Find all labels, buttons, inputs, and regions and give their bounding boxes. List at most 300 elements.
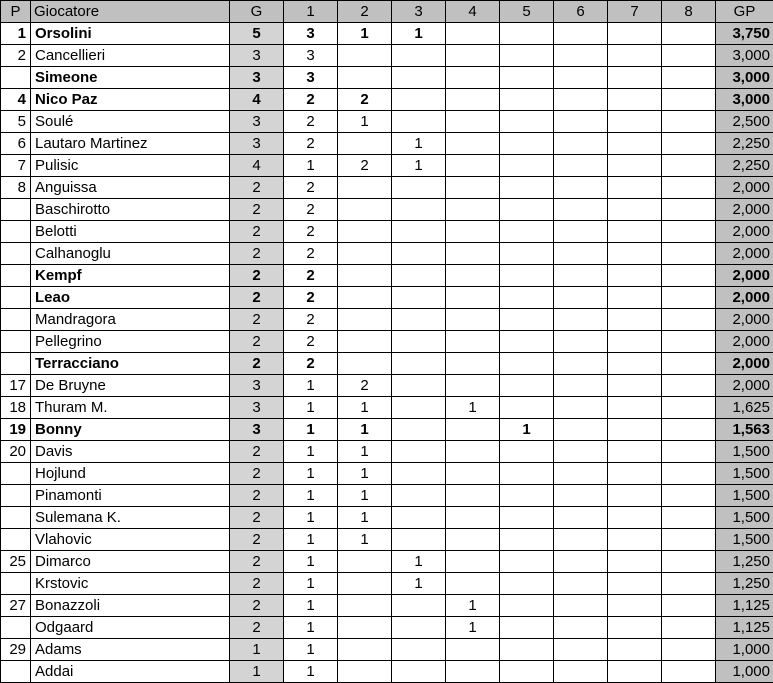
header-col-8: 8 bbox=[662, 1, 716, 23]
col-4-cell: 1 bbox=[446, 617, 500, 639]
games-cell: 1 bbox=[230, 639, 284, 661]
table-row bbox=[1, 397, 773, 419]
col-8-cell bbox=[662, 507, 716, 529]
gp-cell: 2,000 bbox=[716, 243, 773, 265]
col-8-cell bbox=[662, 111, 716, 133]
col-1-cell: 1 bbox=[284, 551, 338, 573]
col-1-cell: 1 bbox=[284, 485, 338, 507]
col-5-cell bbox=[500, 507, 554, 529]
col-2-cell bbox=[338, 573, 392, 595]
position-cell: 8 bbox=[1, 177, 31, 199]
col-2-cell: 1 bbox=[338, 529, 392, 551]
col-6-cell bbox=[554, 573, 608, 595]
col-8-cell bbox=[662, 463, 716, 485]
games-cell: 3 bbox=[230, 67, 284, 89]
games-cell: 2 bbox=[230, 595, 284, 617]
col-4-cell bbox=[446, 485, 500, 507]
gp-cell: 2,000 bbox=[716, 309, 773, 331]
gp-cell: 1,500 bbox=[716, 507, 773, 529]
col-3-cell bbox=[392, 463, 446, 485]
col-2-cell bbox=[338, 551, 392, 573]
games-cell: 3 bbox=[230, 419, 284, 441]
player-name: Bonny bbox=[31, 419, 230, 441]
player-name: Pinamonti bbox=[31, 485, 230, 507]
col-5-cell bbox=[500, 199, 554, 221]
col-8-cell bbox=[662, 309, 716, 331]
col-3-cell bbox=[392, 507, 446, 529]
header-col-7: 7 bbox=[608, 1, 662, 23]
col-6-cell bbox=[554, 309, 608, 331]
col-8-cell bbox=[662, 155, 716, 177]
col-8-cell bbox=[662, 177, 716, 199]
table-row bbox=[1, 199, 773, 221]
games-cell: 3 bbox=[230, 111, 284, 133]
col-3-cell bbox=[392, 639, 446, 661]
gp-cell: 2,000 bbox=[716, 331, 773, 353]
col-8-cell bbox=[662, 265, 716, 287]
col-4-cell bbox=[446, 243, 500, 265]
position-cell bbox=[1, 67, 31, 89]
col-1-cell: 2 bbox=[284, 287, 338, 309]
gp-cell: 1,563 bbox=[716, 419, 773, 441]
col-1-cell: 2 bbox=[284, 309, 338, 331]
col-8-cell bbox=[662, 375, 716, 397]
col-1-cell: 1 bbox=[284, 419, 338, 441]
col-4-cell bbox=[446, 507, 500, 529]
col-7-cell bbox=[608, 331, 662, 353]
col-2-cell bbox=[338, 265, 392, 287]
col-3-cell bbox=[392, 485, 446, 507]
col-1-cell: 2 bbox=[284, 89, 338, 111]
col-4-cell bbox=[446, 133, 500, 155]
table-row bbox=[1, 309, 773, 331]
gp-cell: 1,500 bbox=[716, 463, 773, 485]
col-5-cell bbox=[500, 23, 554, 45]
col-7-cell bbox=[608, 199, 662, 221]
col-5-cell bbox=[500, 529, 554, 551]
col-8-cell bbox=[662, 287, 716, 309]
col-8-cell bbox=[662, 485, 716, 507]
col-1-cell: 2 bbox=[284, 331, 338, 353]
games-cell: 2 bbox=[230, 309, 284, 331]
player-name: Sulemana K. bbox=[31, 507, 230, 529]
games-cell: 2 bbox=[230, 529, 284, 551]
position-cell bbox=[1, 221, 31, 243]
position-cell bbox=[1, 573, 31, 595]
header-col-2: 2 bbox=[338, 1, 392, 23]
col-8-cell bbox=[662, 67, 716, 89]
position-cell bbox=[1, 309, 31, 331]
col-8-cell bbox=[662, 89, 716, 111]
col-7-cell bbox=[608, 221, 662, 243]
position-cell bbox=[1, 485, 31, 507]
col-6-cell bbox=[554, 595, 608, 617]
position-cell bbox=[1, 265, 31, 287]
col-4-cell bbox=[446, 551, 500, 573]
col-6-cell bbox=[554, 331, 608, 353]
player-name: Soulé bbox=[31, 111, 230, 133]
table-row bbox=[1, 441, 773, 463]
col-2-cell bbox=[338, 199, 392, 221]
col-6-cell bbox=[554, 265, 608, 287]
col-6-cell bbox=[554, 111, 608, 133]
player-name: Adams bbox=[31, 639, 230, 661]
position-cell: 19 bbox=[1, 419, 31, 441]
col-2-cell bbox=[338, 243, 392, 265]
col-5-cell bbox=[500, 133, 554, 155]
gp-cell: 2,250 bbox=[716, 133, 773, 155]
col-5-cell bbox=[500, 243, 554, 265]
col-5-cell bbox=[500, 441, 554, 463]
position-cell bbox=[1, 331, 31, 353]
games-cell: 2 bbox=[230, 441, 284, 463]
table-row bbox=[1, 243, 773, 265]
col-8-cell bbox=[662, 23, 716, 45]
col-8-cell bbox=[662, 617, 716, 639]
position-cell: 7 bbox=[1, 155, 31, 177]
position-cell bbox=[1, 199, 31, 221]
position-cell bbox=[1, 617, 31, 639]
col-8-cell bbox=[662, 221, 716, 243]
col-6-cell bbox=[554, 199, 608, 221]
gp-cell: 3,000 bbox=[716, 45, 773, 67]
col-2-cell bbox=[338, 133, 392, 155]
table-row bbox=[1, 331, 773, 353]
col-7-cell bbox=[608, 67, 662, 89]
gp-cell: 2,500 bbox=[716, 111, 773, 133]
table-row bbox=[1, 551, 773, 573]
player-name: Cancellieri bbox=[31, 45, 230, 67]
position-cell: 6 bbox=[1, 133, 31, 155]
col-4-cell bbox=[446, 221, 500, 243]
col-6-cell bbox=[554, 463, 608, 485]
col-5-cell bbox=[500, 45, 554, 67]
col-2-cell bbox=[338, 353, 392, 375]
col-4-cell bbox=[446, 639, 500, 661]
table-row bbox=[1, 265, 773, 287]
table-row bbox=[1, 287, 773, 309]
col-1-cell: 2 bbox=[284, 177, 338, 199]
col-8-cell bbox=[662, 551, 716, 573]
position-cell: 29 bbox=[1, 639, 31, 661]
col-8-cell bbox=[662, 45, 716, 67]
position-cell: 17 bbox=[1, 375, 31, 397]
table-row bbox=[1, 485, 773, 507]
col-3-cell bbox=[392, 529, 446, 551]
col-3-cell: 1 bbox=[392, 551, 446, 573]
header-games: G bbox=[230, 1, 284, 23]
table-row bbox=[1, 661, 773, 683]
col-1-cell: 1 bbox=[284, 375, 338, 397]
player-name: Krstovic bbox=[31, 573, 230, 595]
player-name: Davis bbox=[31, 441, 230, 463]
position-cell: 20 bbox=[1, 441, 31, 463]
col-7-cell bbox=[608, 485, 662, 507]
col-1-cell: 1 bbox=[284, 441, 338, 463]
gp-cell: 2,000 bbox=[716, 353, 773, 375]
table-row bbox=[1, 463, 773, 485]
games-cell: 2 bbox=[230, 199, 284, 221]
col-2-cell: 1 bbox=[338, 441, 392, 463]
col-2-cell bbox=[338, 309, 392, 331]
table-row bbox=[1, 155, 773, 177]
games-cell: 2 bbox=[230, 243, 284, 265]
position-cell: 5 bbox=[1, 111, 31, 133]
col-5-cell bbox=[500, 617, 554, 639]
gp-cell: 1,125 bbox=[716, 617, 773, 639]
col-7-cell bbox=[608, 551, 662, 573]
col-3-cell bbox=[392, 67, 446, 89]
player-name: Pulisic bbox=[31, 155, 230, 177]
col-8-cell bbox=[662, 419, 716, 441]
col-4-cell bbox=[446, 45, 500, 67]
header-col-3: 3 bbox=[392, 1, 446, 23]
player-name: Hojlund bbox=[31, 463, 230, 485]
player-name: Dimarco bbox=[31, 551, 230, 573]
gp-cell: 1,500 bbox=[716, 529, 773, 551]
position-cell: 4 bbox=[1, 89, 31, 111]
col-6-cell bbox=[554, 639, 608, 661]
table-row bbox=[1, 89, 773, 111]
player-name: Vlahovic bbox=[31, 529, 230, 551]
col-8-cell bbox=[662, 331, 716, 353]
gp-cell: 2,000 bbox=[716, 221, 773, 243]
col-6-cell bbox=[554, 397, 608, 419]
col-4-cell bbox=[446, 375, 500, 397]
col-6-cell bbox=[554, 133, 608, 155]
player-name: Leao bbox=[31, 287, 230, 309]
player-name: Bonazzoli bbox=[31, 595, 230, 617]
col-6-cell bbox=[554, 89, 608, 111]
col-4-cell bbox=[446, 265, 500, 287]
header-position: P bbox=[1, 1, 31, 23]
col-8-cell bbox=[662, 353, 716, 375]
col-8-cell bbox=[662, 199, 716, 221]
col-4-cell bbox=[446, 419, 500, 441]
col-4-cell bbox=[446, 661, 500, 683]
col-7-cell bbox=[608, 507, 662, 529]
col-4-cell: 1 bbox=[446, 397, 500, 419]
col-8-cell bbox=[662, 595, 716, 617]
col-2-cell bbox=[338, 331, 392, 353]
col-7-cell bbox=[608, 397, 662, 419]
position-cell bbox=[1, 463, 31, 485]
col-7-cell bbox=[608, 529, 662, 551]
col-1-cell: 1 bbox=[284, 397, 338, 419]
col-1-cell: 1 bbox=[284, 155, 338, 177]
col-2-cell: 1 bbox=[338, 507, 392, 529]
col-4-cell bbox=[446, 529, 500, 551]
col-8-cell bbox=[662, 529, 716, 551]
col-4-cell bbox=[446, 177, 500, 199]
col-3-cell bbox=[392, 419, 446, 441]
games-cell: 4 bbox=[230, 155, 284, 177]
col-6-cell bbox=[554, 23, 608, 45]
gp-cell: 3,750 bbox=[716, 23, 773, 45]
col-2-cell: 2 bbox=[338, 375, 392, 397]
col-2-cell: 1 bbox=[338, 397, 392, 419]
games-cell: 2 bbox=[230, 485, 284, 507]
col-4-cell bbox=[446, 353, 500, 375]
col-1-cell: 1 bbox=[284, 661, 338, 683]
col-3-cell bbox=[392, 265, 446, 287]
games-cell: 2 bbox=[230, 551, 284, 573]
col-5-cell bbox=[500, 551, 554, 573]
col-6-cell bbox=[554, 507, 608, 529]
col-7-cell bbox=[608, 375, 662, 397]
col-4-cell bbox=[446, 23, 500, 45]
header-col-6: 6 bbox=[554, 1, 608, 23]
col-2-cell bbox=[338, 661, 392, 683]
col-2-cell bbox=[338, 45, 392, 67]
header-row bbox=[1, 1, 773, 23]
table-row bbox=[1, 353, 773, 375]
games-cell: 2 bbox=[230, 221, 284, 243]
header-player: Giocatore bbox=[31, 1, 230, 23]
table-row bbox=[1, 375, 773, 397]
col-5-cell bbox=[500, 67, 554, 89]
col-3-cell bbox=[392, 243, 446, 265]
position-cell bbox=[1, 507, 31, 529]
table-row bbox=[1, 573, 773, 595]
player-name: Baschirotto bbox=[31, 199, 230, 221]
col-8-cell bbox=[662, 133, 716, 155]
player-name: Terracciano bbox=[31, 353, 230, 375]
player-name: Pellegrino bbox=[31, 331, 230, 353]
col-6-cell bbox=[554, 551, 608, 573]
col-2-cell bbox=[338, 639, 392, 661]
col-1-cell: 2 bbox=[284, 243, 338, 265]
table-row bbox=[1, 133, 773, 155]
player-name: Thuram M. bbox=[31, 397, 230, 419]
col-5-cell bbox=[500, 177, 554, 199]
col-7-cell bbox=[608, 177, 662, 199]
col-6-cell bbox=[554, 67, 608, 89]
table-row bbox=[1, 617, 773, 639]
col-5-cell bbox=[500, 155, 554, 177]
col-4-cell bbox=[446, 199, 500, 221]
col-7-cell bbox=[608, 617, 662, 639]
games-cell: 2 bbox=[230, 331, 284, 353]
col-3-cell bbox=[392, 595, 446, 617]
col-3-cell bbox=[392, 221, 446, 243]
games-cell: 2 bbox=[230, 573, 284, 595]
gp-cell: 2,000 bbox=[716, 287, 773, 309]
col-1-cell: 1 bbox=[284, 529, 338, 551]
col-8-cell bbox=[662, 441, 716, 463]
col-5-cell bbox=[500, 573, 554, 595]
games-cell: 2 bbox=[230, 353, 284, 375]
col-1-cell: 3 bbox=[284, 23, 338, 45]
gp-cell: 1,625 bbox=[716, 397, 773, 419]
col-5-cell bbox=[500, 375, 554, 397]
col-8-cell bbox=[662, 661, 716, 683]
col-2-cell: 1 bbox=[338, 463, 392, 485]
col-4-cell bbox=[446, 67, 500, 89]
col-4-cell bbox=[446, 573, 500, 595]
table-row bbox=[1, 529, 773, 551]
games-cell: 2 bbox=[230, 287, 284, 309]
col-2-cell: 1 bbox=[338, 23, 392, 45]
col-2-cell bbox=[338, 617, 392, 639]
col-6-cell bbox=[554, 243, 608, 265]
col-5-cell bbox=[500, 221, 554, 243]
col-2-cell: 1 bbox=[338, 419, 392, 441]
table-row bbox=[1, 177, 773, 199]
col-4-cell bbox=[446, 463, 500, 485]
table-body bbox=[1, 23, 773, 683]
table-row bbox=[1, 67, 773, 89]
col-6-cell bbox=[554, 353, 608, 375]
col-3-cell bbox=[392, 397, 446, 419]
col-6-cell bbox=[554, 45, 608, 67]
player-name: Orsolini bbox=[31, 23, 230, 45]
col-4-cell bbox=[446, 155, 500, 177]
col-1-cell: 1 bbox=[284, 507, 338, 529]
gp-cell: 2,000 bbox=[716, 177, 773, 199]
games-cell: 3 bbox=[230, 45, 284, 67]
col-3-cell bbox=[392, 353, 446, 375]
col-7-cell bbox=[608, 353, 662, 375]
gp-cell: 1,250 bbox=[716, 573, 773, 595]
col-7-cell bbox=[608, 661, 662, 683]
col-5-cell bbox=[500, 485, 554, 507]
col-5-cell bbox=[500, 463, 554, 485]
col-1-cell: 1 bbox=[284, 573, 338, 595]
col-4-cell bbox=[446, 441, 500, 463]
col-7-cell bbox=[608, 441, 662, 463]
position-cell: 25 bbox=[1, 551, 31, 573]
col-3-cell bbox=[392, 199, 446, 221]
col-5-cell bbox=[500, 639, 554, 661]
col-3-cell bbox=[392, 287, 446, 309]
col-1-cell: 2 bbox=[284, 221, 338, 243]
col-2-cell bbox=[338, 221, 392, 243]
col-5-cell bbox=[500, 111, 554, 133]
col-7-cell bbox=[608, 309, 662, 331]
col-1-cell: 1 bbox=[284, 617, 338, 639]
col-1-cell: 2 bbox=[284, 353, 338, 375]
gp-cell: 1,250 bbox=[716, 551, 773, 573]
gp-cell: 2,000 bbox=[716, 265, 773, 287]
player-name: Calhanoglu bbox=[31, 243, 230, 265]
col-7-cell bbox=[608, 639, 662, 661]
header-col-1: 1 bbox=[284, 1, 338, 23]
header-col-4: 4 bbox=[446, 1, 500, 23]
col-3-cell bbox=[392, 441, 446, 463]
col-7-cell bbox=[608, 133, 662, 155]
col-1-cell: 3 bbox=[284, 45, 338, 67]
games-cell: 3 bbox=[230, 397, 284, 419]
table-row bbox=[1, 595, 773, 617]
player-name: Lautaro Martinez bbox=[31, 133, 230, 155]
col-6-cell bbox=[554, 155, 608, 177]
games-cell: 4 bbox=[230, 89, 284, 111]
col-3-cell bbox=[392, 661, 446, 683]
col-3-cell: 1 bbox=[392, 23, 446, 45]
col-7-cell bbox=[608, 287, 662, 309]
col-7-cell bbox=[608, 155, 662, 177]
col-5-cell bbox=[500, 595, 554, 617]
col-8-cell bbox=[662, 573, 716, 595]
col-4-cell bbox=[446, 309, 500, 331]
col-3-cell bbox=[392, 111, 446, 133]
col-6-cell bbox=[554, 617, 608, 639]
col-3-cell bbox=[392, 331, 446, 353]
games-cell: 1 bbox=[230, 661, 284, 683]
col-7-cell bbox=[608, 463, 662, 485]
games-cell: 2 bbox=[230, 177, 284, 199]
